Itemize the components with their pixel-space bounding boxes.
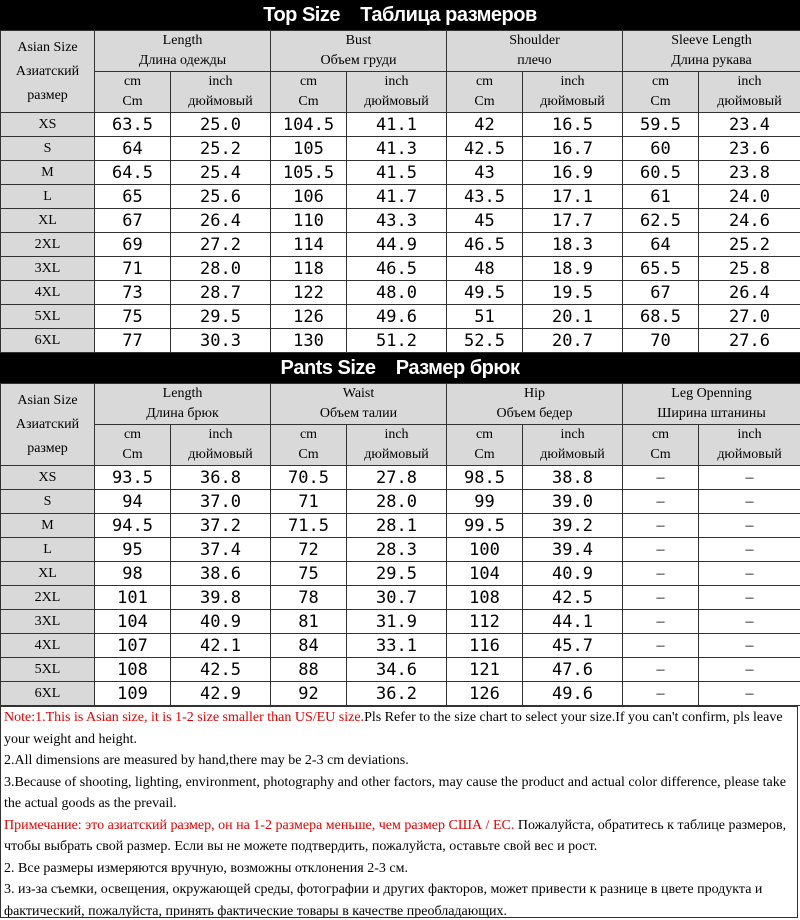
top-row-size: 6XL xyxy=(1,329,95,353)
pants-cell-value: – xyxy=(623,658,699,682)
top-unit-label: дюймовый xyxy=(188,94,253,109)
pants-unit-label: cm xyxy=(299,427,318,442)
top-unit-label: Cm xyxy=(650,94,671,109)
pants-size-table xyxy=(0,383,800,706)
pants-cell-value: 39.8 xyxy=(171,586,271,610)
top-unit-row xyxy=(1,72,800,113)
pants-column-header-ru: Объем талии xyxy=(319,406,398,421)
pants-cell-value: – xyxy=(623,490,699,514)
top-cell-value: 42.5 xyxy=(447,137,523,161)
top-cell-value: 65.5 xyxy=(623,257,699,281)
pants-cell-value: 88 xyxy=(271,658,347,682)
pants-cell-value: 99 xyxy=(447,490,523,514)
top-cell-value: 30.3 xyxy=(171,329,271,353)
top-column-header xyxy=(623,31,800,72)
pants-unit-label: Cm xyxy=(650,447,671,462)
top-cell-value: 26.4 xyxy=(171,209,271,233)
top-cell-value: 44.9 xyxy=(347,233,447,257)
top-unit-header xyxy=(95,72,171,113)
pants-cell-value: 42.5 xyxy=(171,658,271,682)
pants-cell-value: 39.4 xyxy=(523,538,623,562)
top-size-table xyxy=(0,30,800,353)
top-cell-value: 42 xyxy=(447,113,523,137)
top-cell-value: 126 xyxy=(271,305,347,329)
pants-size-header-line: размер xyxy=(27,440,68,456)
top-size-title: Top Size Таблица размеров xyxy=(0,0,800,30)
pants-cell-value: 108 xyxy=(95,658,171,682)
note-en-1-text: Pls Refer to the size chart to select your size.If you can't confirm, pls leave your weight and height. xyxy=(4,710,783,747)
top-header-row xyxy=(1,31,800,72)
top-cell-value: 46.5 xyxy=(447,233,523,257)
pants-cell-value: 93.5 xyxy=(95,466,171,490)
pants-cell-value: 98.5 xyxy=(447,466,523,490)
top-row-size: L xyxy=(1,185,95,209)
pants-cell-value: 37.0 xyxy=(171,490,271,514)
top-row-size: S xyxy=(1,137,95,161)
top-cell-value: 67 xyxy=(95,209,171,233)
top-unit-label: дюймовый xyxy=(540,94,605,109)
top-cell-value: 67 xyxy=(623,281,699,305)
pants-cell-value: 104 xyxy=(95,610,171,634)
top-column-header-ru: Объем груди xyxy=(320,53,397,68)
top-column-header-ru: плечо xyxy=(517,53,552,68)
top-cell-value: 130 xyxy=(271,329,347,353)
top-column-header-en: Bust xyxy=(345,33,372,48)
note-ru-1-highlight: Примечание: это азиатский размер, он на 1-2 размера меньше, чем размер США / ЕС. xyxy=(4,817,515,833)
top-cell-value: 45 xyxy=(447,209,523,233)
top-cell-value: 28.0 xyxy=(171,257,271,281)
pants-row-size: 3XL xyxy=(1,610,95,634)
top-column-header xyxy=(447,31,623,72)
top-cell-value: 16.9 xyxy=(523,161,623,185)
pants-unit-label: cm xyxy=(651,427,670,442)
pants-cell-value: 33.1 xyxy=(347,634,447,658)
top-cell-value: 27.0 xyxy=(699,305,800,329)
pants-cell-value: – xyxy=(699,490,800,514)
pants-table-row xyxy=(1,610,800,634)
top-cell-value: 20.7 xyxy=(523,329,623,353)
pants-unit-header xyxy=(95,425,171,466)
top-table-row xyxy=(1,233,800,257)
top-cell-value: 19.5 xyxy=(523,281,623,305)
pants-cell-value: 94.5 xyxy=(95,514,171,538)
pants-unit-header xyxy=(523,425,623,466)
top-cell-value: 104.5 xyxy=(271,113,347,137)
top-unit-label: inch xyxy=(208,74,233,89)
top-cell-value: 49.6 xyxy=(347,305,447,329)
top-cell-value: 41.3 xyxy=(347,137,447,161)
pants-column-header xyxy=(271,384,447,425)
pants-table-row xyxy=(1,586,800,610)
pants-row-size: XS xyxy=(1,466,95,490)
top-cell-value: 118 xyxy=(271,257,347,281)
pants-table-row xyxy=(1,538,800,562)
top-column-header xyxy=(271,31,447,72)
top-cell-value: 25.0 xyxy=(171,113,271,137)
pants-row-size: 5XL xyxy=(1,658,95,682)
top-cell-value: 51.2 xyxy=(347,329,447,353)
top-row-size: 5XL xyxy=(1,305,95,329)
pants-row-size: XL xyxy=(1,562,95,586)
pants-unit-label: inch xyxy=(208,427,233,442)
notes-block xyxy=(0,706,798,918)
pants-unit-label: inch xyxy=(384,427,409,442)
pants-cell-value: 98 xyxy=(95,562,171,586)
top-column-header-en: Length xyxy=(162,33,203,48)
top-table-row xyxy=(1,185,800,209)
pants-cell-value: 116 xyxy=(447,634,523,658)
pants-cell-value: 81 xyxy=(271,610,347,634)
pants-column-header-en: Leg Openning xyxy=(671,386,752,401)
pants-cell-value: 39.0 xyxy=(523,490,623,514)
pants-unit-label: cm xyxy=(475,427,494,442)
top-table-row xyxy=(1,305,800,329)
pants-cell-value: 101 xyxy=(95,586,171,610)
top-cell-value: 65 xyxy=(95,185,171,209)
note-ru-1-text: Пожалуйста, обратитесь к таблице размеров, чтобы выбрать свой размер. Если вы не можете подтвердить, пожалуйста, оставьте свой вес и рост. xyxy=(4,817,787,854)
pants-cell-value: 39.2 xyxy=(523,514,623,538)
note-en-2: 2.All dimensions are measured by hand,there may be 2-3 cm deviations. xyxy=(4,753,409,768)
top-table-row xyxy=(1,257,800,281)
top-cell-value: 68.5 xyxy=(623,305,699,329)
top-cell-value: 49.5 xyxy=(447,281,523,305)
top-table-row xyxy=(1,209,800,233)
top-cell-value: 41.1 xyxy=(347,113,447,137)
pants-cell-value: 47.6 xyxy=(523,658,623,682)
top-cell-value: 75 xyxy=(95,305,171,329)
top-cell-value: 23.8 xyxy=(699,161,800,185)
pants-cell-value: 108 xyxy=(447,586,523,610)
pants-table-row xyxy=(1,514,800,538)
top-cell-value: 20.1 xyxy=(523,305,623,329)
pants-cell-value: 71 xyxy=(271,490,347,514)
pants-cell-value: 28.0 xyxy=(347,490,447,514)
pants-unit-label: Cm xyxy=(474,447,495,462)
pants-cell-value: – xyxy=(699,634,800,658)
pants-column-header xyxy=(623,384,800,425)
top-cell-value: 52.5 xyxy=(447,329,523,353)
top-cell-value: 64 xyxy=(95,137,171,161)
pants-table-row xyxy=(1,658,800,682)
top-cell-value: 24.0 xyxy=(699,185,800,209)
top-row-size: M xyxy=(1,161,95,185)
top-unit-header xyxy=(623,72,699,113)
pants-cell-value: 104 xyxy=(447,562,523,586)
pants-cell-value: 34.6 xyxy=(347,658,447,682)
top-cell-value: 48.0 xyxy=(347,281,447,305)
note-en-1 xyxy=(4,707,797,750)
pants-cell-value: 40.9 xyxy=(523,562,623,586)
pants-unit-header xyxy=(623,425,699,466)
top-cell-value: 27.6 xyxy=(699,329,800,353)
pants-cell-value: 29.5 xyxy=(347,562,447,586)
top-cell-value: 114 xyxy=(271,233,347,257)
pants-unit-header xyxy=(699,425,800,466)
top-unit-header xyxy=(171,72,271,113)
top-column-header-en: Shoulder xyxy=(509,33,560,48)
top-cell-value: 51 xyxy=(447,305,523,329)
note-ru-3: 3. из-за съемки, освещения, окружающей среды, фотографии и других факторов, может привести к разнице в цвете продукта и фактический, пожалуйста, принять фактические товары в качестве преобладающих. xyxy=(4,882,763,918)
top-cell-value: 122 xyxy=(271,281,347,305)
top-row-size: 4XL xyxy=(1,281,95,305)
pants-unit-label: дюймовый xyxy=(540,447,605,462)
pants-cell-value: – xyxy=(699,514,800,538)
top-cell-value: 60 xyxy=(623,137,699,161)
pants-cell-value: – xyxy=(623,538,699,562)
top-cell-value: 23.4 xyxy=(699,113,800,137)
top-unit-label: inch xyxy=(560,74,585,89)
top-unit-label: дюймовый xyxy=(364,94,429,109)
pants-cell-value: – xyxy=(623,562,699,586)
pants-cell-value: 94 xyxy=(95,490,171,514)
pants-cell-value: – xyxy=(623,634,699,658)
note-ru-2: 2. Все размеры измеряются вручную, возможны отклонения 2-3 см. xyxy=(4,860,408,876)
pants-table-row xyxy=(1,490,800,514)
pants-cell-value: – xyxy=(699,562,800,586)
top-cell-value: 63.5 xyxy=(95,113,171,137)
top-cell-value: 77 xyxy=(95,329,171,353)
pants-cell-value: – xyxy=(623,514,699,538)
pants-cell-value: – xyxy=(623,466,699,490)
pants-cell-value: 30.7 xyxy=(347,586,447,610)
pants-cell-value: 45.7 xyxy=(523,634,623,658)
top-cell-value: 69 xyxy=(95,233,171,257)
top-unit-header xyxy=(271,72,347,113)
pants-cell-value: 92 xyxy=(271,682,347,706)
top-size-header-line: размер xyxy=(27,87,68,103)
pants-cell-value: 99.5 xyxy=(447,514,523,538)
top-cell-value: 28.7 xyxy=(171,281,271,305)
top-unit-header xyxy=(523,72,623,113)
top-unit-label: inch xyxy=(737,74,762,89)
pants-cell-value: 100 xyxy=(447,538,523,562)
top-size-header xyxy=(1,31,95,113)
top-cell-value: 105.5 xyxy=(271,161,347,185)
pants-cell-value: – xyxy=(699,466,800,490)
pants-size-header-line: Азиатский xyxy=(15,416,80,432)
pants-cell-value: – xyxy=(699,658,800,682)
pants-column-header-en: Waist xyxy=(342,386,375,401)
top-cell-value: 16.7 xyxy=(523,137,623,161)
pants-cell-value: 121 xyxy=(447,658,523,682)
top-unit-label: Cm xyxy=(474,94,495,109)
pants-column-header-ru: Длина брюк xyxy=(146,406,219,421)
pants-row-size: L xyxy=(1,538,95,562)
pants-cell-value: – xyxy=(699,538,800,562)
top-cell-value: 59.5 xyxy=(623,113,699,137)
top-cell-value: 43.5 xyxy=(447,185,523,209)
note-ru-1 xyxy=(4,815,797,858)
pants-cell-value: 42.5 xyxy=(523,586,623,610)
top-cell-value: 17.7 xyxy=(523,209,623,233)
pants-table-row xyxy=(1,634,800,658)
pants-row-size: 2XL xyxy=(1,586,95,610)
top-row-size: 3XL xyxy=(1,257,95,281)
top-unit-label: Cm xyxy=(122,94,143,109)
top-cell-value: 105 xyxy=(271,137,347,161)
top-cell-value: 26.4 xyxy=(699,281,800,305)
pants-unit-label: inch xyxy=(560,427,585,442)
top-column-header xyxy=(95,31,271,72)
top-unit-label: cm xyxy=(475,74,494,89)
top-cell-value: 43.3 xyxy=(347,209,447,233)
top-unit-header xyxy=(699,72,800,113)
pants-unit-header xyxy=(271,425,347,466)
pants-cell-value: 37.2 xyxy=(171,514,271,538)
top-cell-value: 70 xyxy=(623,329,699,353)
pants-cell-value: 49.6 xyxy=(523,682,623,706)
top-cell-value: 71 xyxy=(95,257,171,281)
top-row-size: XS xyxy=(1,113,95,137)
top-column-header-ru: Длина одежды xyxy=(138,53,227,68)
pants-size-header xyxy=(1,384,95,466)
top-unit-header xyxy=(347,72,447,113)
top-table-row xyxy=(1,113,800,137)
pants-cell-value: 95 xyxy=(95,538,171,562)
pants-cell-value: 28.1 xyxy=(347,514,447,538)
top-row-size: XL xyxy=(1,209,95,233)
pants-unit-header xyxy=(447,425,523,466)
top-unit-header xyxy=(447,72,523,113)
pants-unit-header xyxy=(171,425,271,466)
pants-unit-label: дюймовый xyxy=(364,447,429,462)
top-unit-label: Cm xyxy=(298,94,319,109)
pants-unit-label: дюймовый xyxy=(717,447,782,462)
pants-cell-value: 126 xyxy=(447,682,523,706)
top-cell-value: 41.5 xyxy=(347,161,447,185)
top-cell-value: 25.2 xyxy=(171,137,271,161)
pants-cell-value: – xyxy=(623,610,699,634)
note-en-3: 3.Because of shooting, lighting, environment, photography and other factors, may cause the product and actual color difference, please take the actual goods as the prevail. xyxy=(4,774,786,811)
top-cell-value: 18.9 xyxy=(523,257,623,281)
top-unit-label: inch xyxy=(384,74,409,89)
top-unit-label: дюймовый xyxy=(717,94,782,109)
top-table-row xyxy=(1,137,800,161)
pants-cell-value: – xyxy=(623,682,699,706)
pants-cell-value: 38.8 xyxy=(523,466,623,490)
top-table-row xyxy=(1,329,800,353)
pants-column-header-en: Length xyxy=(162,386,203,401)
pants-cell-value: – xyxy=(699,682,800,706)
pants-cell-value: 38.6 xyxy=(171,562,271,586)
pants-table-row xyxy=(1,562,800,586)
top-cell-value: 25.6 xyxy=(171,185,271,209)
pants-cell-value: 109 xyxy=(95,682,171,706)
top-cell-value: 43 xyxy=(447,161,523,185)
pants-cell-value: 84 xyxy=(271,634,347,658)
pants-cell-value: 112 xyxy=(447,610,523,634)
top-unit-label: cm xyxy=(299,74,318,89)
top-cell-value: 25.8 xyxy=(699,257,800,281)
top-cell-value: 27.2 xyxy=(171,233,271,257)
pants-cell-value: 44.1 xyxy=(523,610,623,634)
pants-header-row xyxy=(1,384,800,425)
pants-cell-value: – xyxy=(699,586,800,610)
top-cell-value: 16.5 xyxy=(523,113,623,137)
pants-table-row xyxy=(1,466,800,490)
pants-table-row xyxy=(1,682,800,706)
pants-column-header-en: Hip xyxy=(524,386,546,401)
top-cell-value: 64.5 xyxy=(95,161,171,185)
top-cell-value: 106 xyxy=(271,185,347,209)
pants-cell-value: – xyxy=(623,586,699,610)
pants-unit-label: cm xyxy=(123,427,142,442)
top-cell-value: 46.5 xyxy=(347,257,447,281)
top-cell-value: 23.6 xyxy=(699,137,800,161)
top-cell-value: 48 xyxy=(447,257,523,281)
pants-unit-label: inch xyxy=(737,427,762,442)
pants-cell-value: 40.9 xyxy=(171,610,271,634)
top-cell-value: 64 xyxy=(623,233,699,257)
pants-cell-value: – xyxy=(699,610,800,634)
pants-column-header xyxy=(447,384,623,425)
top-unit-label: cm xyxy=(123,74,142,89)
pants-unit-label: Cm xyxy=(298,447,319,462)
top-cell-value: 29.5 xyxy=(171,305,271,329)
top-cell-value: 62.5 xyxy=(623,209,699,233)
top-unit-label: cm xyxy=(651,74,670,89)
pants-cell-value: 72 xyxy=(271,538,347,562)
top-cell-value: 110 xyxy=(271,209,347,233)
top-cell-value: 73 xyxy=(95,281,171,305)
pants-size-title: Pants Size Размер брюк xyxy=(0,353,800,383)
pants-cell-value: 75 xyxy=(271,562,347,586)
note-en-1-highlight: Note:1.This is Asian size, it is 1-2 size smaller than US/EU size. xyxy=(4,710,365,725)
top-cell-value: 24.6 xyxy=(699,209,800,233)
pants-unit-row xyxy=(1,425,800,466)
pants-unit-label: Cm xyxy=(122,447,143,462)
top-column-header-en: Sleeve Length xyxy=(671,33,752,48)
pants-column-header-ru: Ширина штанины xyxy=(657,406,766,421)
pants-row-size: 6XL xyxy=(1,682,95,706)
top-cell-value: 61 xyxy=(623,185,699,209)
top-column-header-ru: Длина рукава xyxy=(671,53,752,68)
pants-cell-value: 78 xyxy=(271,586,347,610)
pants-row-size: 4XL xyxy=(1,634,95,658)
pants-cell-value: 42.9 xyxy=(171,682,271,706)
pants-cell-value: 36.2 xyxy=(347,682,447,706)
top-cell-value: 17.1 xyxy=(523,185,623,209)
top-table-row xyxy=(1,161,800,185)
pants-column-header xyxy=(95,384,271,425)
pants-column-header-ru: Объем бедер xyxy=(496,406,573,421)
pants-unit-label: дюймовый xyxy=(188,447,253,462)
pants-row-size: S xyxy=(1,490,95,514)
top-cell-value: 25.2 xyxy=(699,233,800,257)
pants-cell-value: 27.8 xyxy=(347,466,447,490)
top-cell-value: 18.3 xyxy=(523,233,623,257)
pants-cell-value: 37.4 xyxy=(171,538,271,562)
pants-size-header-line: Asian Size xyxy=(17,392,78,408)
pants-cell-value: 42.1 xyxy=(171,634,271,658)
pants-unit-header xyxy=(347,425,447,466)
top-cell-value: 41.7 xyxy=(347,185,447,209)
top-cell-value: 25.4 xyxy=(171,161,271,185)
pants-cell-value: 107 xyxy=(95,634,171,658)
top-cell-value: 60.5 xyxy=(623,161,699,185)
pants-cell-value: 70.5 xyxy=(271,466,347,490)
pants-cell-value: 31.9 xyxy=(347,610,447,634)
pants-cell-value: 36.8 xyxy=(171,466,271,490)
top-table-row xyxy=(1,281,800,305)
top-size-header-line: Asian Size xyxy=(17,39,78,55)
pants-row-size: M xyxy=(1,514,95,538)
top-row-size: 2XL xyxy=(1,233,95,257)
pants-cell-value: 28.3 xyxy=(347,538,447,562)
top-size-header-line: Азиатский xyxy=(15,63,80,79)
pants-cell-value: 71.5 xyxy=(271,514,347,538)
